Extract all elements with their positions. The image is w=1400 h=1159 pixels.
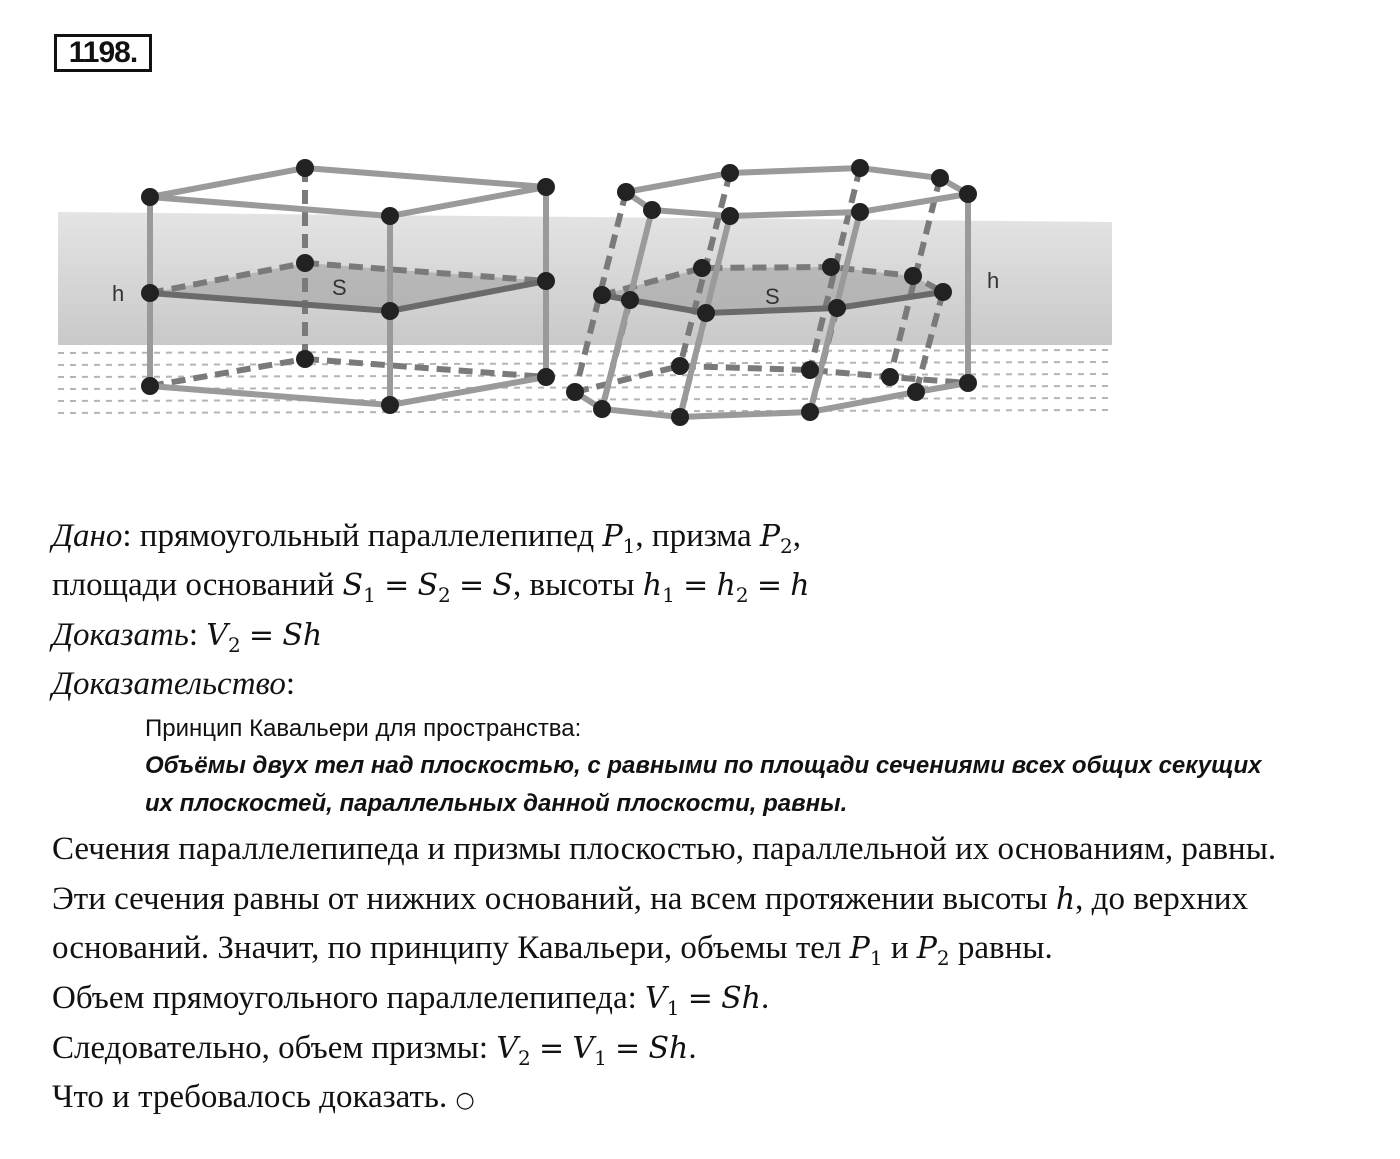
proof-heading: Доказательство: [52, 666, 296, 702]
figure-prisms [0, 140, 1140, 450]
given-line-2: площади оснований $S_1 = S_2 = S$, высоты $h_1 = h_2 = h$ [52, 567, 810, 607]
given-text-1: прямоугольный параллелепипед [139, 518, 595, 554]
proof-end: Что и требовалось доказать. ○ [52, 1079, 475, 1115]
prove-line: Доказать: $V_2 = Sh$ [52, 617, 323, 657]
label-h-left: h [112, 281, 125, 306]
proof-para-2: Эти сечения равны от нижних оснований, на всем протяжении высоты h, до верхних [52, 881, 1249, 917]
label-s-left: S [332, 275, 347, 300]
principle-line-2: их плоскостей, параллельных данной плоскости, равны. [145, 790, 848, 817]
proof-para-3: оснований. Значит, по принципу Кавальери, объемы тел $P_1$ и $P_2$ равны. [52, 930, 1053, 970]
principle-title: Принцип Кавальери для пространства: [145, 715, 582, 742]
proof-para-5: Следовательно, объем призмы: $V_2 = V_1 = Sh$. [52, 1030, 697, 1070]
end-mark: ○ [455, 1088, 475, 1113]
label-h-right: h [987, 268, 1000, 293]
problem-number: 1198. [54, 34, 152, 72]
given-line-1: Дано: прямоугольный параллелепипед $P_1$, призма $P_2$, [52, 518, 802, 558]
proof-para-4: Объем прямоугольного параллелепипеда: $V_1 = Sh$. [52, 980, 770, 1020]
given-label: Дано [52, 518, 123, 554]
proof-para-1: Сечения параллелепипеда и призмы плоскостью, параллельной их основаниям, равны. [52, 831, 1277, 867]
label-s-right: S [765, 284, 780, 309]
proof-label: Доказательство [52, 666, 286, 702]
principle-line-1: Объёмы двух тел над плоскостью, с равными по площади сечениями всех общих секущих [145, 752, 1262, 779]
prove-label: Доказать [52, 617, 189, 653]
